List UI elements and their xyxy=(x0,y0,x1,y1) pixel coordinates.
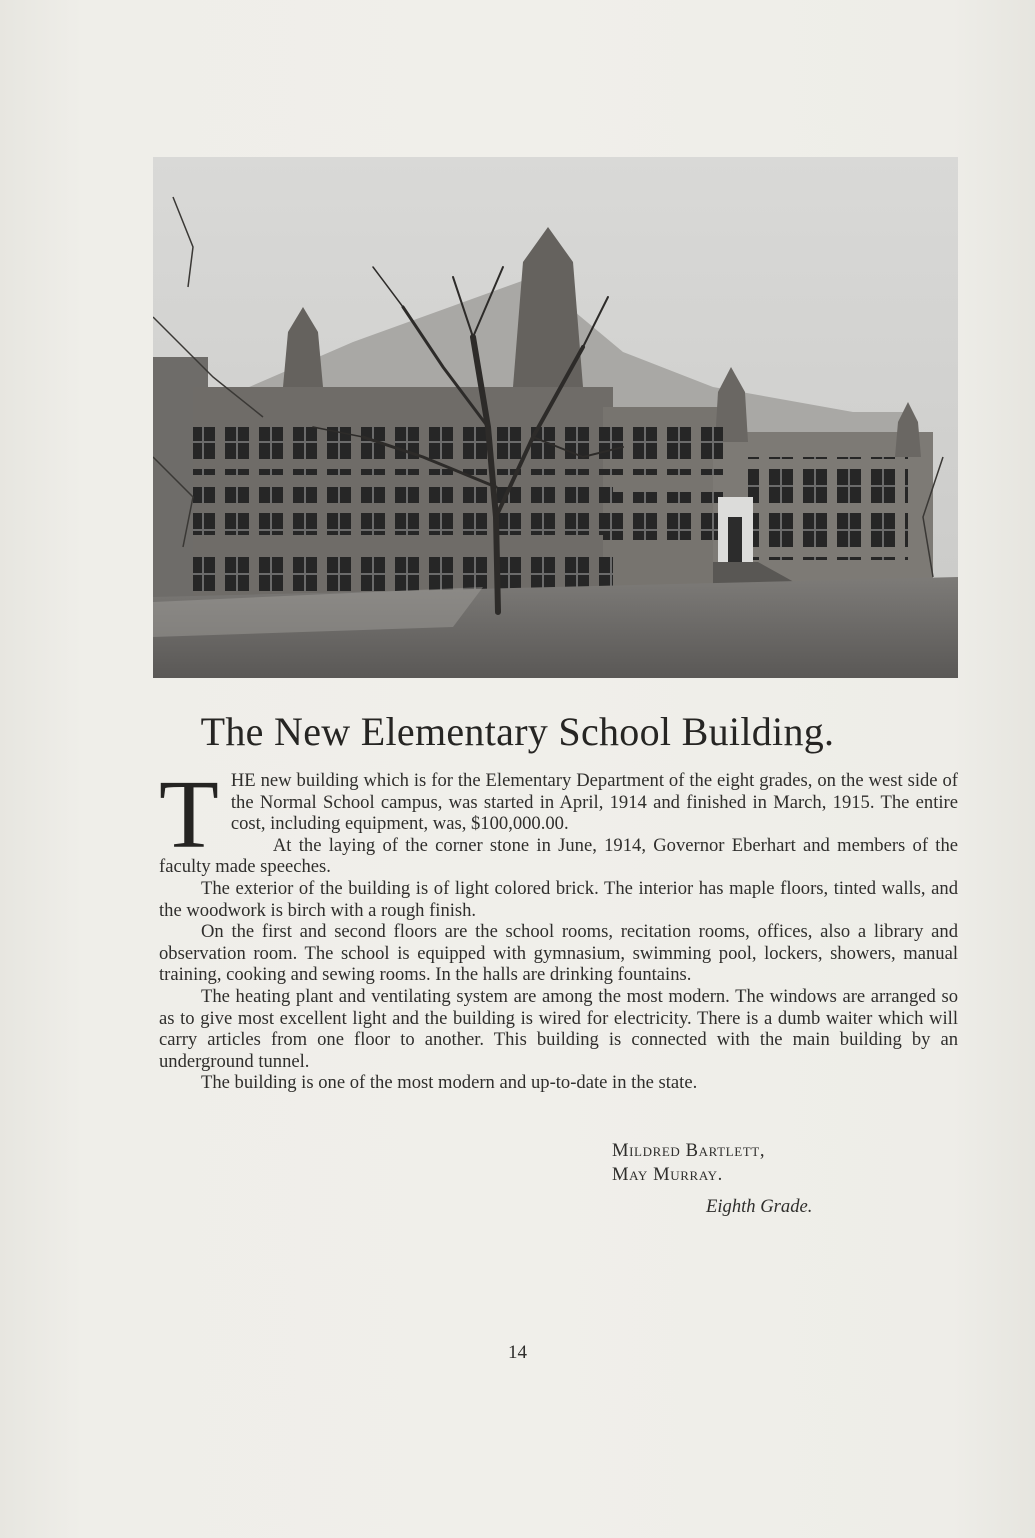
paragraph-2: At the laying of the corner stone in June, 1914, Governor Eberhart and members of the faculty made speeches. xyxy=(159,834,958,878)
article-body xyxy=(159,761,958,1094)
paragraph-3: The exterior of the building is of light colored brick. The interior has maple floors, tinted walls, and the woodwork is birch with a rough finish. xyxy=(159,877,958,921)
article-title: The New Elementary School Building. xyxy=(200,709,835,754)
author-1: Mildred Bartlett, xyxy=(612,1140,766,1161)
school-building-photo xyxy=(153,157,958,678)
author-grade: Eighth Grade. xyxy=(706,1196,813,1217)
paragraph-6: The building is one of the most modern and up-to-date in the state. xyxy=(201,1072,698,1094)
page-number: 14 xyxy=(508,1342,527,1363)
paragraph-4: On the first and second floors are the school rooms, recitation rooms, offices, also a library and observation room. The school is equipped with gymnasium, swimming pool, lockers, showers, manual training, cooking and sewing rooms. In the halls are drinking fountains. xyxy=(159,921,958,986)
paragraph-1: HE new building which is for the Elementary Department of the eight grades, on the west side of the Normal School campus, was started in April, 1914 and finished in March, 1915. The entire cost, including equipment, was, $100,000.00. xyxy=(230,770,958,835)
author-2: May Murray. xyxy=(612,1164,723,1185)
paragraph-5: The heating plant and ventilating system are among the most modern. The windows are arranged so as to give most excellent light and the building is wired for electricity. There is a dumb waiter which will carry articles from one floor to another. This building is connected with the main building by an underground tunnel. xyxy=(159,985,958,1072)
drop-cap: T xyxy=(159,761,219,869)
